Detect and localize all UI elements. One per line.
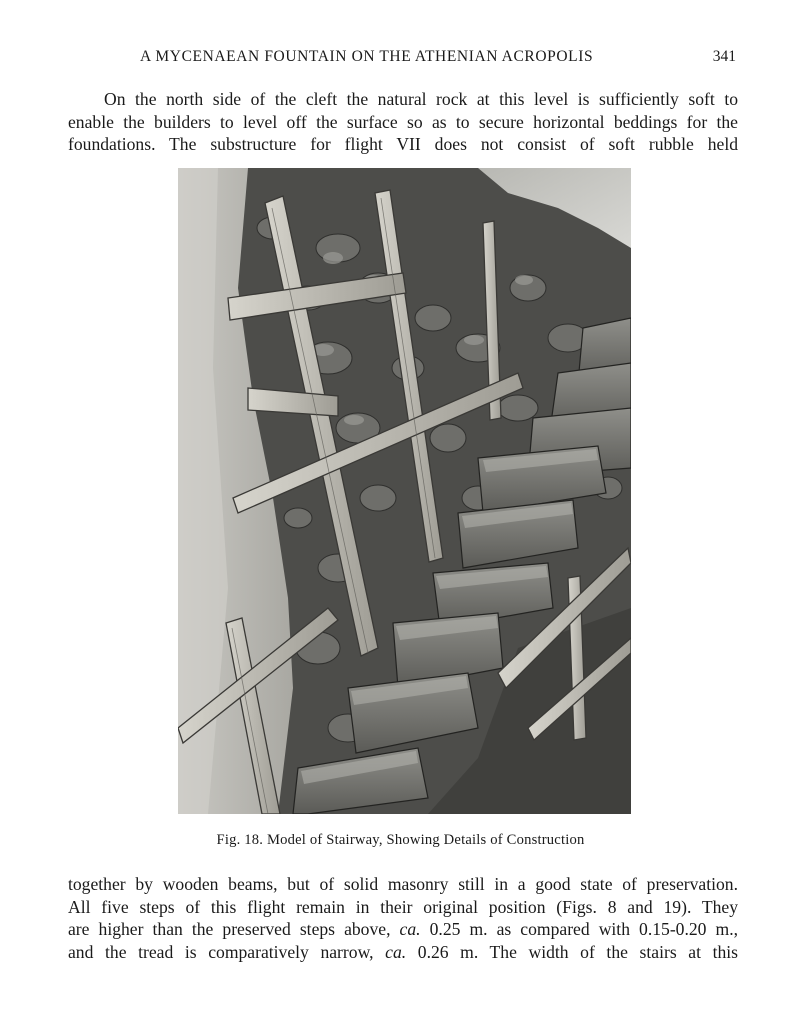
text-line: enable the builders to level off the surface so as to secure horizontal beddings for the xyxy=(68,111,738,132)
text-line: On the north side of the cleft the natural rock at this level is sufficiently soft to xyxy=(104,89,738,109)
text-segment: are higher than the preserved steps above, xyxy=(68,919,391,940)
running-title: A MYCENAEAN FOUNTAIN ON THE ATHENIAN ACROPOLIS xyxy=(140,48,594,65)
paragraph-top xyxy=(68,88,738,156)
italic-abbreviation: ca. xyxy=(385,941,407,962)
italic-abbreviation: ca. xyxy=(399,919,421,940)
figure-caption: Fig. 18. Model of Stairway, Showing Details of Construction xyxy=(216,832,585,848)
text-segment: 0.25 m. as compared with 0.15-0.20 m., xyxy=(429,919,739,940)
text-line xyxy=(68,941,738,964)
text-line: All five steps of this flight remain in their original position (Figs. 8 and 19). They xyxy=(68,896,738,917)
text-segment: 0.26 m. The width of the stairs at this xyxy=(417,941,738,962)
running-head xyxy=(68,48,738,70)
text-line: foundations. The substructure for flight VII does not consist of soft rubble held xyxy=(68,134,738,155)
figure-photo-stairway-model xyxy=(178,168,631,814)
text-line xyxy=(68,918,738,941)
paragraph-bottom xyxy=(68,873,738,963)
text-segment: and the tread is comparatively narrow, xyxy=(68,941,374,962)
text-line: together by wooden beams, but of solid masonry still in a good state of preservation. xyxy=(68,874,738,894)
stairway-photo-illustration xyxy=(178,168,631,814)
page-number: 341 xyxy=(712,48,736,65)
